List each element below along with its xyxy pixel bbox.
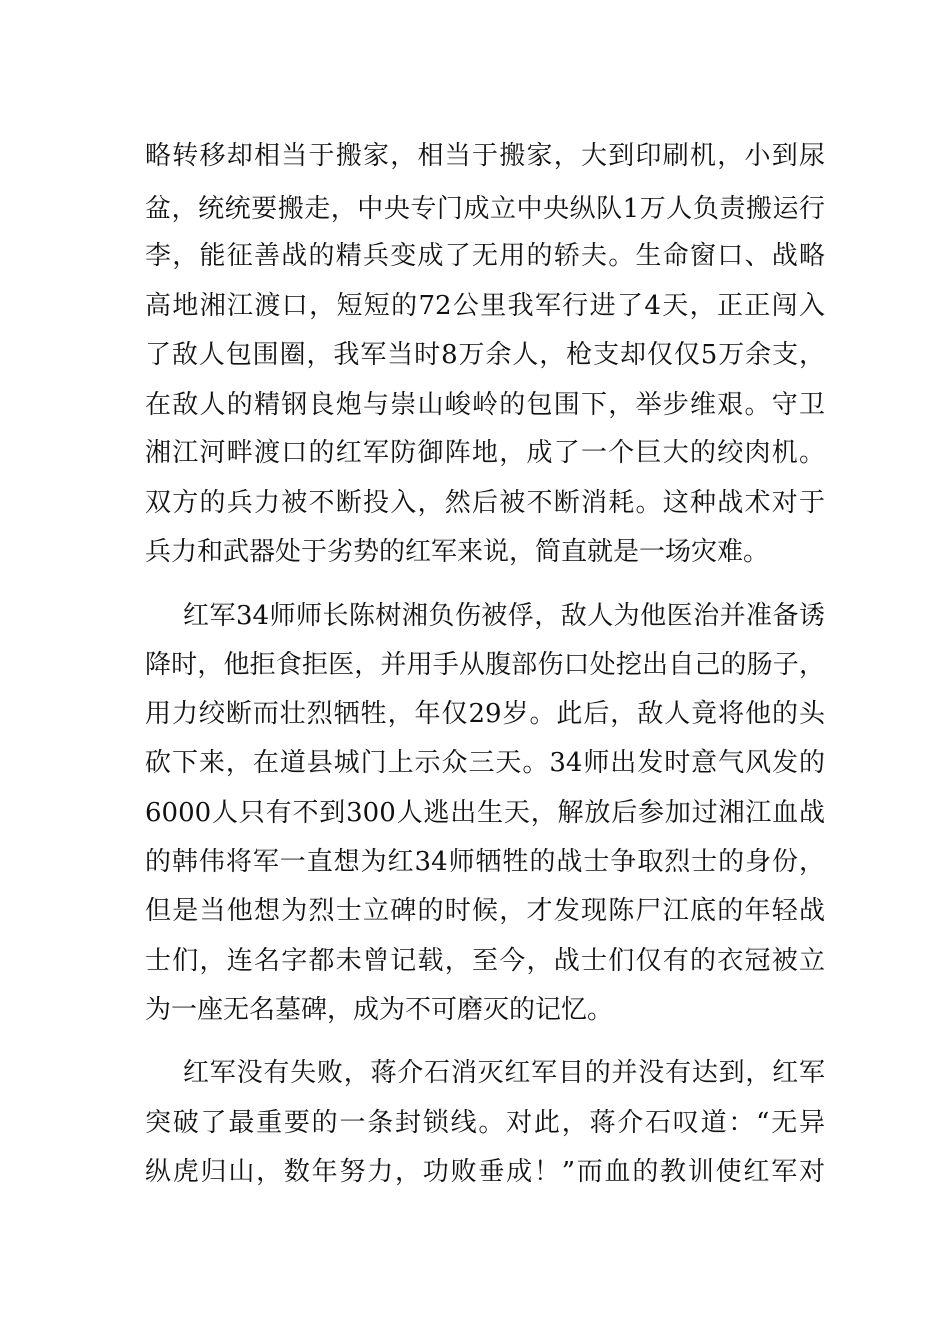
text-line: 突破了最重要的一条封锁线。对此，蒋介石叹道：“无异 xyxy=(145,1108,825,1138)
text-line: 士们，连名字都未曾记载，至今，战士们仅有的衣冠被立 xyxy=(145,946,825,976)
text-line: 略转移却相当于搬家，相当于搬家，大到印刷机，小到尿 xyxy=(145,141,825,171)
text-line: 李，能征善战的精兵变成了无用的轿夫。生命窗口、战略 xyxy=(145,241,825,271)
text-line: 6000人只有不到300人逃出生天，解放后参加过湘江血战 xyxy=(145,798,825,828)
paragraph-first-line: 红军没有失败，蒋介石消灭红军目的并没有达到，红军 xyxy=(183,1058,825,1088)
text-line: 的韩伟将军一直想为红34师牺牲的战士争取烈士的身份， xyxy=(145,847,825,877)
text-line: 了敌人包围圈，我军当时8万余人，枪支却仅仅5万余支， xyxy=(145,340,825,370)
text-line: 纵虎归山，数年努力，功败垂成！”而血的教训使红军对 xyxy=(145,1157,825,1187)
text-line: 在敌人的精钢良炮与崇山峻岭的包围下，举步维艰。守卫 xyxy=(145,390,825,420)
text-line: 砍下来，在道县城门上示众三天。34师出发时意气风发的 xyxy=(145,748,825,778)
text-line: 为一座无名墓碑，成为不可磨灭的记忆。 xyxy=(145,995,614,1025)
text-line: 兵力和武器处于劣势的红军来说，简直就是一场灾难。 xyxy=(145,537,770,567)
text-line: 双方的兵力被不断投入，然后被不断消耗。这种战术对于 xyxy=(145,488,825,518)
text-line: 降时，他拒食拒医，并用手从腹部伤口处挖出自己的肠子， xyxy=(145,650,825,680)
text-line: 高地湘江渡口，短短的72公里我军行进了4天，正正闯入 xyxy=(145,291,825,321)
paragraph-first-line: 红军34师师长陈树湘负伤被俘，敌人为他医治并准备诱 xyxy=(183,601,825,631)
text-line: 但是当他想为烈士立碑的时候，才发现陈尸江底的年轻战 xyxy=(145,896,825,926)
text-line: 盆，统统要搬走，中央专门成立中央纵队1万人负责搬运行 xyxy=(145,194,825,224)
text-line: 用力绞断而壮烈牺牲，年仅29岁。此后，敌人竟将他的头 xyxy=(145,699,825,729)
text-line: 湘江河畔渡口的红军防御阵地，成了一个巨大的绞肉机。 xyxy=(145,438,825,468)
